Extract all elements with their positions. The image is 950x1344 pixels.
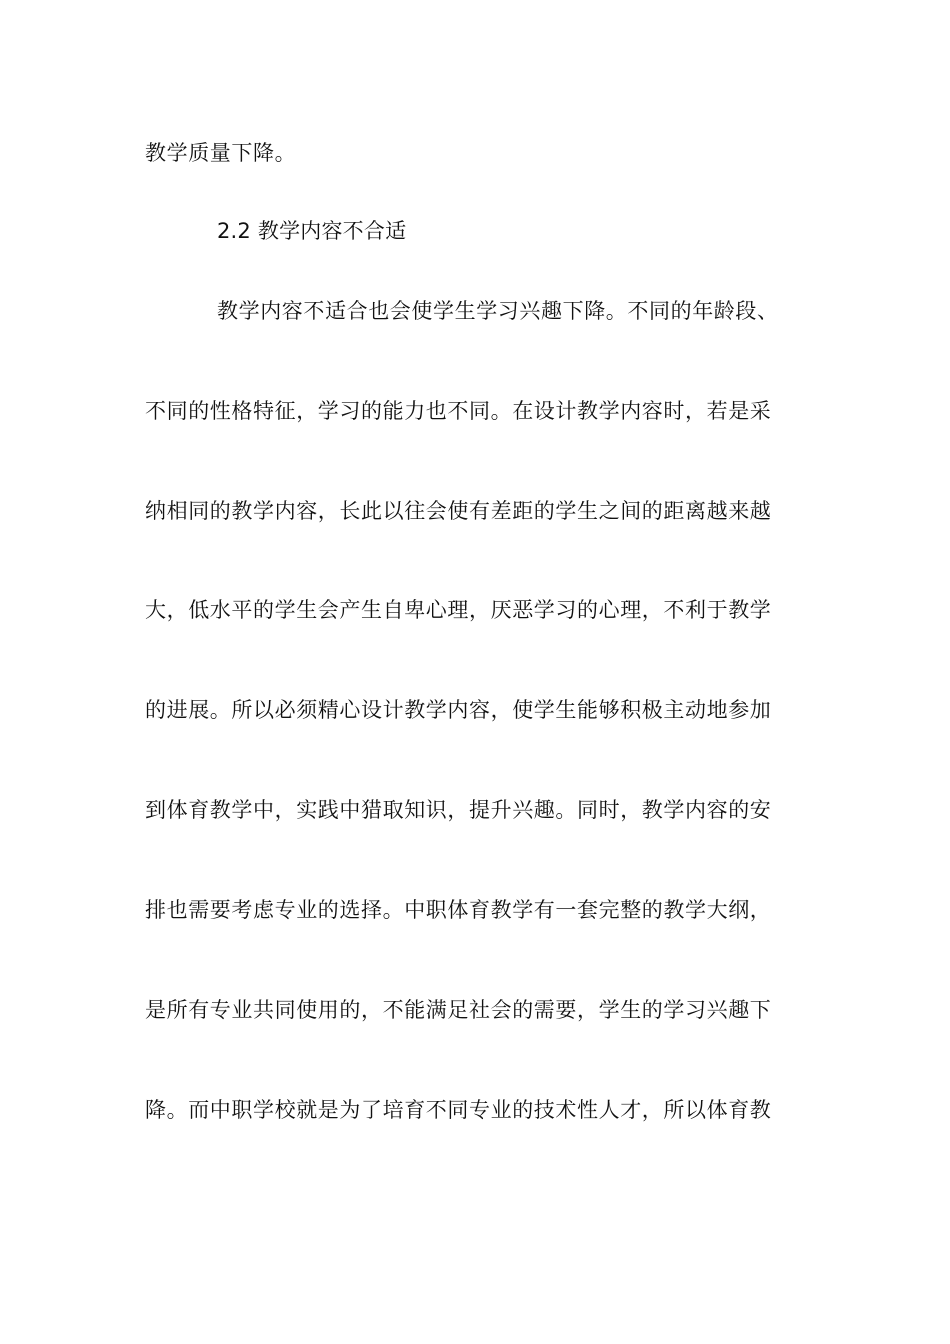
paragraph-line: 的进展。所以必须精心设计教学内容，使学生能够积极主动地参加 — [145, 698, 772, 722]
paragraph-line: 降。而中职学校就是为了培育不同专业的技术性人才，所以体育教 — [145, 1098, 772, 1122]
paragraph-line: 教学质量下降。 — [145, 141, 297, 165]
paragraph-line: 不同的性格特征，学习的能力也不同。在设计教学内容时，若是采 — [145, 399, 772, 423]
paragraph-line: 排也需要考虑专业的选择。中职体育教学有一套完整的教学大纲， — [145, 898, 772, 922]
section-heading: 2.2 教学内容不合适 — [217, 219, 407, 243]
paragraph-line: 大，低水平的学生会产生自卑心理，厌恶学习的心理，不利于教学 — [145, 598, 772, 622]
paragraph-line: 纳相同的教学内容，长此以往会使有差距的学生之间的距离越来越 — [145, 499, 772, 523]
paragraph-line: 到体育教学中，实践中猎取知识，提升兴趣。同时，教学内容的安 — [145, 798, 772, 822]
paragraph-line: 是所有专业共同使用的，不能满足社会的需要，学生的学习兴趣下 — [145, 998, 772, 1022]
paragraph-line: 教学内容不适合也会使学生学习兴趣下降。不同的年龄段、 — [217, 299, 779, 323]
